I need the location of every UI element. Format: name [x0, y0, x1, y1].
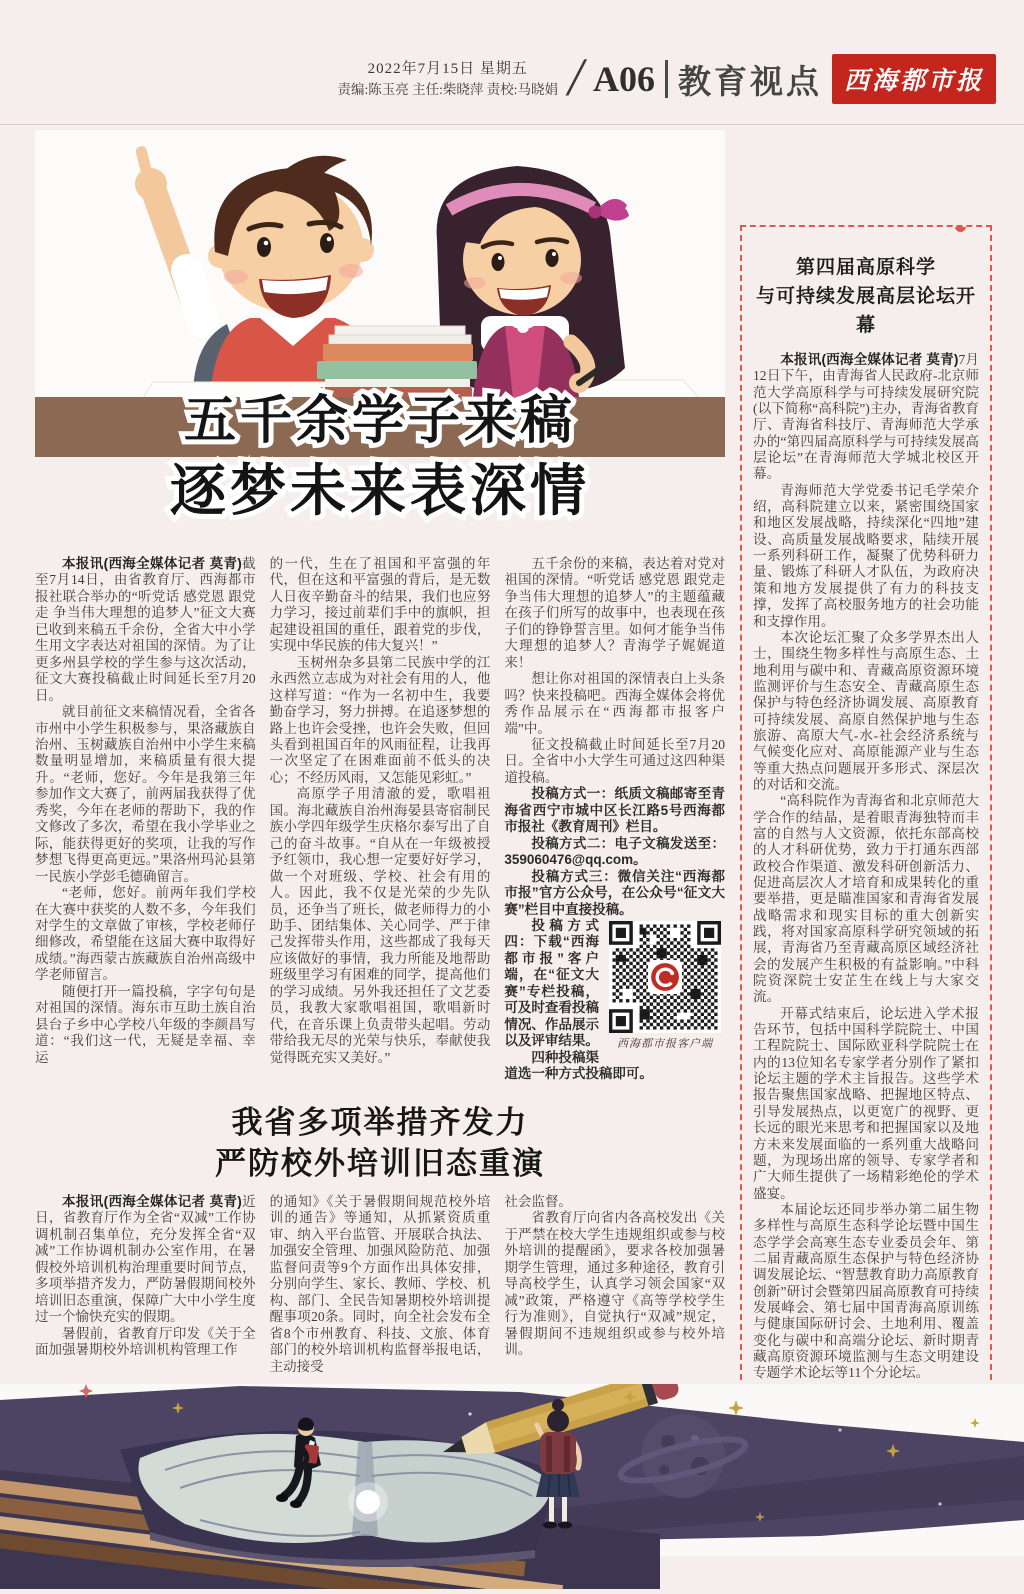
article-paragraph: 玉树州杂多县第二民族中学的江永西然立志成为对社会有用的人，他这样写道：“作为一名初中生，我要勤奋学习，努力拼搏。在追逐梦想的路上也许会受挫，也许会失败，但回头看到祖国百年的风雨征程，让我再一次坚定了在困难面前不低头的决心；不经历风雨，又怎能见彩虹。” [269, 654, 491, 785]
article-paragraph: “老师，您好。前两年我们学校在大赛中获奖的人数不多，今年我们对学生的文章做了审核，学校老师仔细修改，希望能在这届大赛中取得好成绩。”海西蒙古族藏族自治州高级中学老师留言。 [35, 885, 256, 983]
article-paragraph: 青海师范大学党委书记毛学荣介绍，高科院建立以来，紧密围绕国家和地区发展战略，持续深化“四地”建设、高质量发展战略要求，陆续开展一系列科研工作，凝聚了优势科研力量、锻炼了科研人才队伍，为政府决策和地方发展提供了有力的科技支撑，发挥了高校服务地方的社会功能和支撑作用。 [753, 482, 979, 629]
page-header [0, 47, 1024, 107]
children-illustration [35, 130, 725, 398]
article-paragraph: 征文投稿截止时间延长至7月20日。全省中小大学生可通过这四种渠道投稿。 [504, 736, 726, 785]
reporter-lead: 本报讯(西海全媒体记者 莫青) [62, 556, 242, 571]
article-column-3 [504, 556, 725, 1096]
slash-divider: / [567, 47, 583, 107]
submission-method-1: 投稿方式一：纸质文稿邮寄至青海省西宁市城中区长江路5号西海都市报社《教育周刊》栏目。 [504, 786, 726, 835]
article-paragraph: 随便打开一篇投稿，字字句句是对祖国的深情。海东市互助土族自治县台子乡中心学校八年级的李颜昌写道：“我们这一代，无疑是幸福、幸运 [35, 983, 256, 1065]
article-paragraph: 的通知》《关于暑假期间规范校外培训的通告》等通知，从抓紧资质重审、纳入平台监管、开展联合执法、加强安全管理、加强风险防范、加强监督问责等9个方面作出具体安排，分别向学生、家长、教师、学校、机构、部门、全民告知暑期校外培训提醒事项20条。同时，向全社会发布全省8个市州教育、科技、文旅、体育部门的校外培训机构监督举报电话，主动接受 [269, 1194, 491, 1374]
qr-caption: 西海都市报客户端 [617, 1037, 714, 1050]
date-text: 2022年7月15日 星期五 [367, 60, 528, 77]
book-pencil-illustration [0, 1384, 1024, 1589]
header-rule [0, 124, 1024, 125]
submission-note: 四种投稿渠道选一种方式投稿即可。 [504, 1049, 653, 1082]
submission-method-2: 投稿方式二：电子文稿发送至：359060476@qq.com。 [504, 835, 726, 868]
story2-title [35, 1102, 725, 1184]
bottom-illustration [0, 1384, 1024, 1589]
article-column-1 [35, 1194, 256, 1392]
headline-line2: 逐梦未来表深情 [170, 459, 590, 522]
article-paragraph: 五千余份的来稿，表达着对党对祖国的深情。“听党话 感党恩 跟党走 争当伟大理想的追梦人”的主题蕴藏在孩子们所写的故事中，也表现在孩子们的铮铮誓言里。如何才能争当伟大理想的追梦人？青海学子娓娓道来！ [504, 556, 726, 670]
submission-method-3: 投稿方式三：微信关注“西海都市报”官方公众号，在公众号“征文大赛”栏目中直接投稿。 [504, 868, 726, 917]
sidebar-title-line2: 与可持续发展高层论坛开幕 [755, 286, 976, 336]
reporter-lead: 本报讯(西海全媒体记者 莫青) [780, 352, 959, 367]
article-paragraph: 省教育厅向省内各高校发出《关于严禁在校大学生违规组织或参与校外培训的提醒函》，要求各校加强暑期学生管理，通过多种途径，教育引导高校学生，认真学习领会国家“双减”政策，严格遵守《高等学校学生行为准则》，自觉执行“双减”规定，暑假期间不违规组织或参与校外培训。 [504, 1210, 726, 1358]
section-title: 教育视点 [677, 62, 822, 100]
article-paragraph: 本届论坛还同步举办第二届生物多样性与高原生态科学论坛暨中国生态学学会高寒生态专业委员会年、第二届青藏高原生态保护与特色经济协调发展论坛、“智慧教育助力高原教育创新”研讨会暨第四届高原教育可持续发展峰会、第七届中国青海高原训练与健康国际研讨会、土地利用、覆盖变化与碳中和高端分论坛、新时期青藏高原资源环境监测与生态文明建设专题学术论坛等11个分论坛。 [753, 1201, 979, 1381]
story2-title-line2: 严防校外培训旧态重演 [215, 1146, 545, 1181]
article-paragraph: 本次论坛汇聚了众多学界杰出人士，围绕生物多样性与高原生态、土地利用与碳中和、青藏高原资源环境监测评价与生态安全、青藏高原生态保护与特色经济协调发展、高原教育可持续发展、高原自然保护地与生态旅游、高原大气-水-社会经济系统与气候变化应对、高原能源产业与生态等重大热点问题展开多形式、深层次的对话和交流。 [753, 629, 979, 792]
article-paragraph: 本报讯(西海全媒体记者 莫青)近日，省教育厅作为全省“双减”工作协调机制召集单位，充分发挥全省“双减”工作协调机制办公室作用，在暑假校外培训机构治理重要时间节点，多项举措齐发力，严防暑假期间校外培训旧态重演，保障广大中小学生度过一个愉快充实的假期。 [35, 1194, 256, 1325]
article-paragraph: 本报讯(西海全媒体记者 莫青)截至7月14日，由省教育厅、西海都市报社联合举办的“听党话 感党恩 跟党走 争当伟大理想的追梦人”征文大赛已收到来稿五千余份，全省大中小学生用文字表达对祖国的深情。为了让更多州县学校的学生参与这次活动，征文大赛投稿截止时间延长至7月20日。 [35, 556, 256, 703]
article-paragraph: 社会监督。 [504, 1194, 572, 1209]
qr-block [605, 921, 725, 1052]
headline-line1: 五千余学子来稿 [183, 392, 577, 450]
header-divider [665, 60, 668, 98]
article-paragraph: 想让你对祖国的深情表白上头条吗？快来投稿吧。西海全媒体会将优秀作品展示在“西海都市报客户端”中。 [504, 671, 726, 736]
qr-code-icon [609, 921, 721, 1033]
article-column-2 [270, 556, 491, 1096]
reporter-lead: 本报讯(西海全媒体记者 莫青) [62, 1194, 242, 1209]
article-paragraph: 高原学子用清澈的爱，歌唱祖国。海北藏族自治州海晏县寄宿制民族小学四年级学生庆格尔泰写出了自己的奋斗故事。“自从在一年级被授予红领巾，我心想一定要好好学习，做一个对班级、学校、社会有用的人。因此，我不仅是光荣的少先队员，还争当了班长，做老师得力的小助手、团结集体、关心同学、严于律己发挥带头作用，这些都成了我每天应该做好的事情，我力所能及地帮助班级里学习有困难的同学，提高他们的学习成绩。另外我还担任了文艺委员，我教大家歌唱祖国，歌唱新时代，在音乐课上负责带头起唱。劳动带给我无尽的光荣与快乐，奉献使我觉得既充实又美好。” [269, 786, 491, 1065]
page-number: A06 [592, 59, 655, 99]
lead-story-hero [35, 130, 725, 545]
story2-body [35, 1194, 725, 1392]
sidebar-body [753, 352, 979, 1382]
editors-text: 责编:陈玉亮 主任:柴晓萍 责校:马晓娟 [337, 82, 558, 98]
article-column-1 [35, 556, 256, 1096]
sidebar-title [753, 253, 979, 340]
lead-story-body [35, 556, 725, 1096]
main-headline [35, 380, 725, 545]
children-illustration-svg [35, 130, 725, 398]
article-column-3 [504, 1194, 725, 1392]
header-meta [337, 58, 558, 101]
submission-method-4: 投稿方式四：下载“西海都市报”客户端，在“征文大赛”专栏投稿，可及时查看投稿情况、作品展示以及评审结果。 [504, 917, 600, 1049]
masthead-logo: 西海都市报 [832, 54, 996, 104]
article-paragraph: 的一代，生在了祖国和平富强的年代，但在这和平富强的背后，是无数人日夜辛勤奋斗的结果，我们也应努力学习，接过前辈们手中的旗帜，担起建设祖国的重任，跟着党的步伐，实现中华民族的伟大复兴！” [269, 556, 491, 654]
sidebar-article [740, 225, 992, 1430]
border-dot-icon [955, 225, 966, 232]
article-paragraph: 就目前征文来稿情况看，全省各市州中小学生积极参与，果洛藏族自治州、玉树藏族自治州中小学生来稿数量明显增加，来稿质量有很大提升。“老师，您好。今年是我第三年参加作文大赛了，前两届我获得了优秀奖，今年在老师的帮助下，我的作文修改了多次，希望在我小学毕业之际，能获得更好的奖项，让我的写作梦想飞得更高更远。”果洛州玛沁县第一民族小学彭毛德确留言。 [35, 704, 256, 884]
story2-title-line1: 我省多项举措齐发力 [231, 1105, 529, 1140]
sidebar-title-line1: 第四届高原科学 [795, 257, 936, 278]
article-paragraph: 本报讯(西海全媒体记者 莫青)7月12日下午，由青海省人民政府-北京师范大学高原科学与可持续发展研究院(以下简称“高科院”)主办，青海省教育厅、青海省科技厅、青海师范大学承办的“第四届高原科学与可持续发展高层论坛”在青海师范大学城北校区开幕。 [753, 352, 979, 482]
article-column-2 [270, 1194, 491, 1392]
article-paragraph: 开幕式结束后，论坛进入学术报告环节，包括中国科学院院士、中国工程院院士、国际欧亚科学院院士在内的13位知名专家学者分别作了紧扣论坛主题的学术主旨报告。这些学术报告聚焦国家战略、把握地区特点、引导发展热点，以更宽广的视野、更长远的眼光来思考和把握国家以及地方未来发展面临的一系列重大战略问题，为现场出席的领导、专家学者和广大师生提供了一场精彩绝伦的学术盛宴。 [753, 1005, 979, 1201]
article-paragraph: “高科院作为青海省和北京师范大学合作的结晶，是着眼青海独特而丰富的自然与人文资源，依托东部高校的人才科研优势，致力于打通东西部政校合作渠道、激发科研创新活力、促进高层次人才培育和成果转化的重要举措，更是瞄准国家和青海省发展战略需求和现实目标的重大创新实践，将对国家高原科学研究领域的拓展，青海省乃至青藏高原区域经济社会的发展产生积极的有益影响。”中科院资深院士安芷生在线上与大家交流。 [753, 793, 979, 1005]
article-paragraph: 暑假前，省教育厅印发《关于全面加强暑期校外培训机构管理工作 [35, 1325, 256, 1358]
